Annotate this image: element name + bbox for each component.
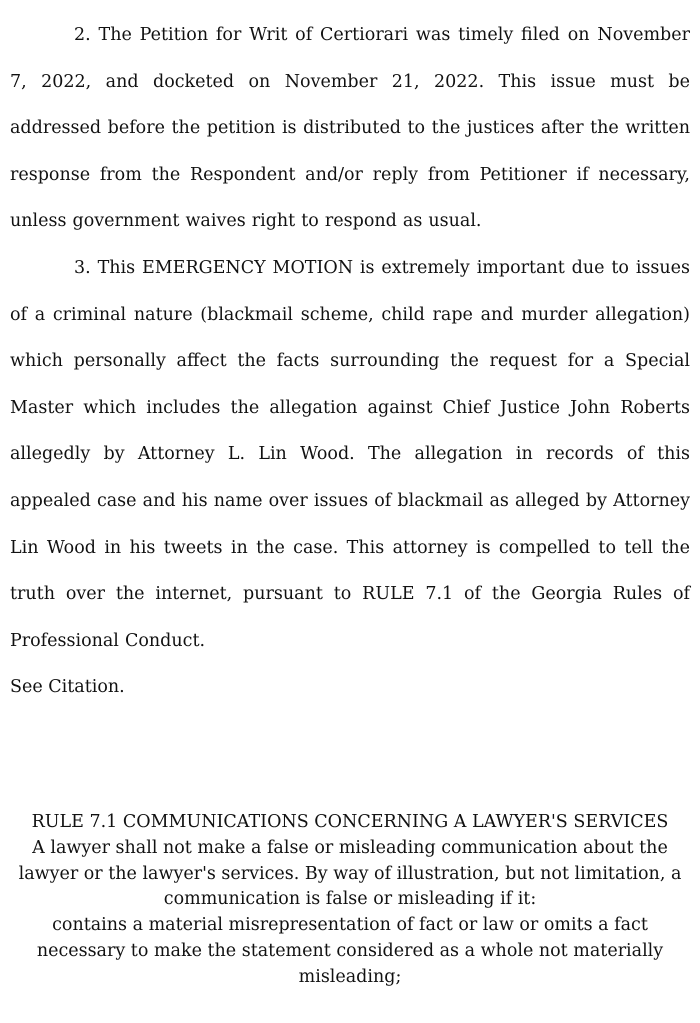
paragraph-3: 3. This EMERGENCY MOTION is extremely important due to issues of a criminal nature (blackmail scheme, child rape and murder allegation) which personally affect the facts surrounding the request for a Special Master which includes the allegation against Chief Justice John Roberts allegedly by Attorney L. Lin Wood. The allegation in records of this appealed case and his name over issues of blackmail as alleged by Attorney Lin Wood in his tweets in the case. This attorney is compelled to tell the truth over the internet, pursuant to RULE 7.1 of the Georgia Rules of Professional Conduct. <box>10 257 690 651</box>
rule-quote-block <box>14 810 686 991</box>
paragraph-2: 2. The Petition for Writ of Certiorari was timely filed on November 7, 2022, and docketed on November 21, 2022. This issue must be addressed before the petition is distributed to the justices after the written response from the Respondent and/or reply from Petitioner if necessary, unless government waives right to respond as usual. <box>10 25 690 232</box>
see-citation: See Citation. <box>10 677 125 698</box>
rule-text: A lawyer shall not make a false or misleading communication about the lawyer or the lawyer's services. By way of illustration, but not limitation, a communication is false or misleading if it: <box>18 837 682 910</box>
rule-heading: RULE 7.1 COMMUNICATIONS CONCERNING A LAWYER'S SERVICES <box>31 812 669 832</box>
rule-clause: contains a material misrepresentation of fact or law or omits a fact necessary to make the statement considered as a whole not materially misleading; <box>36 915 664 987</box>
